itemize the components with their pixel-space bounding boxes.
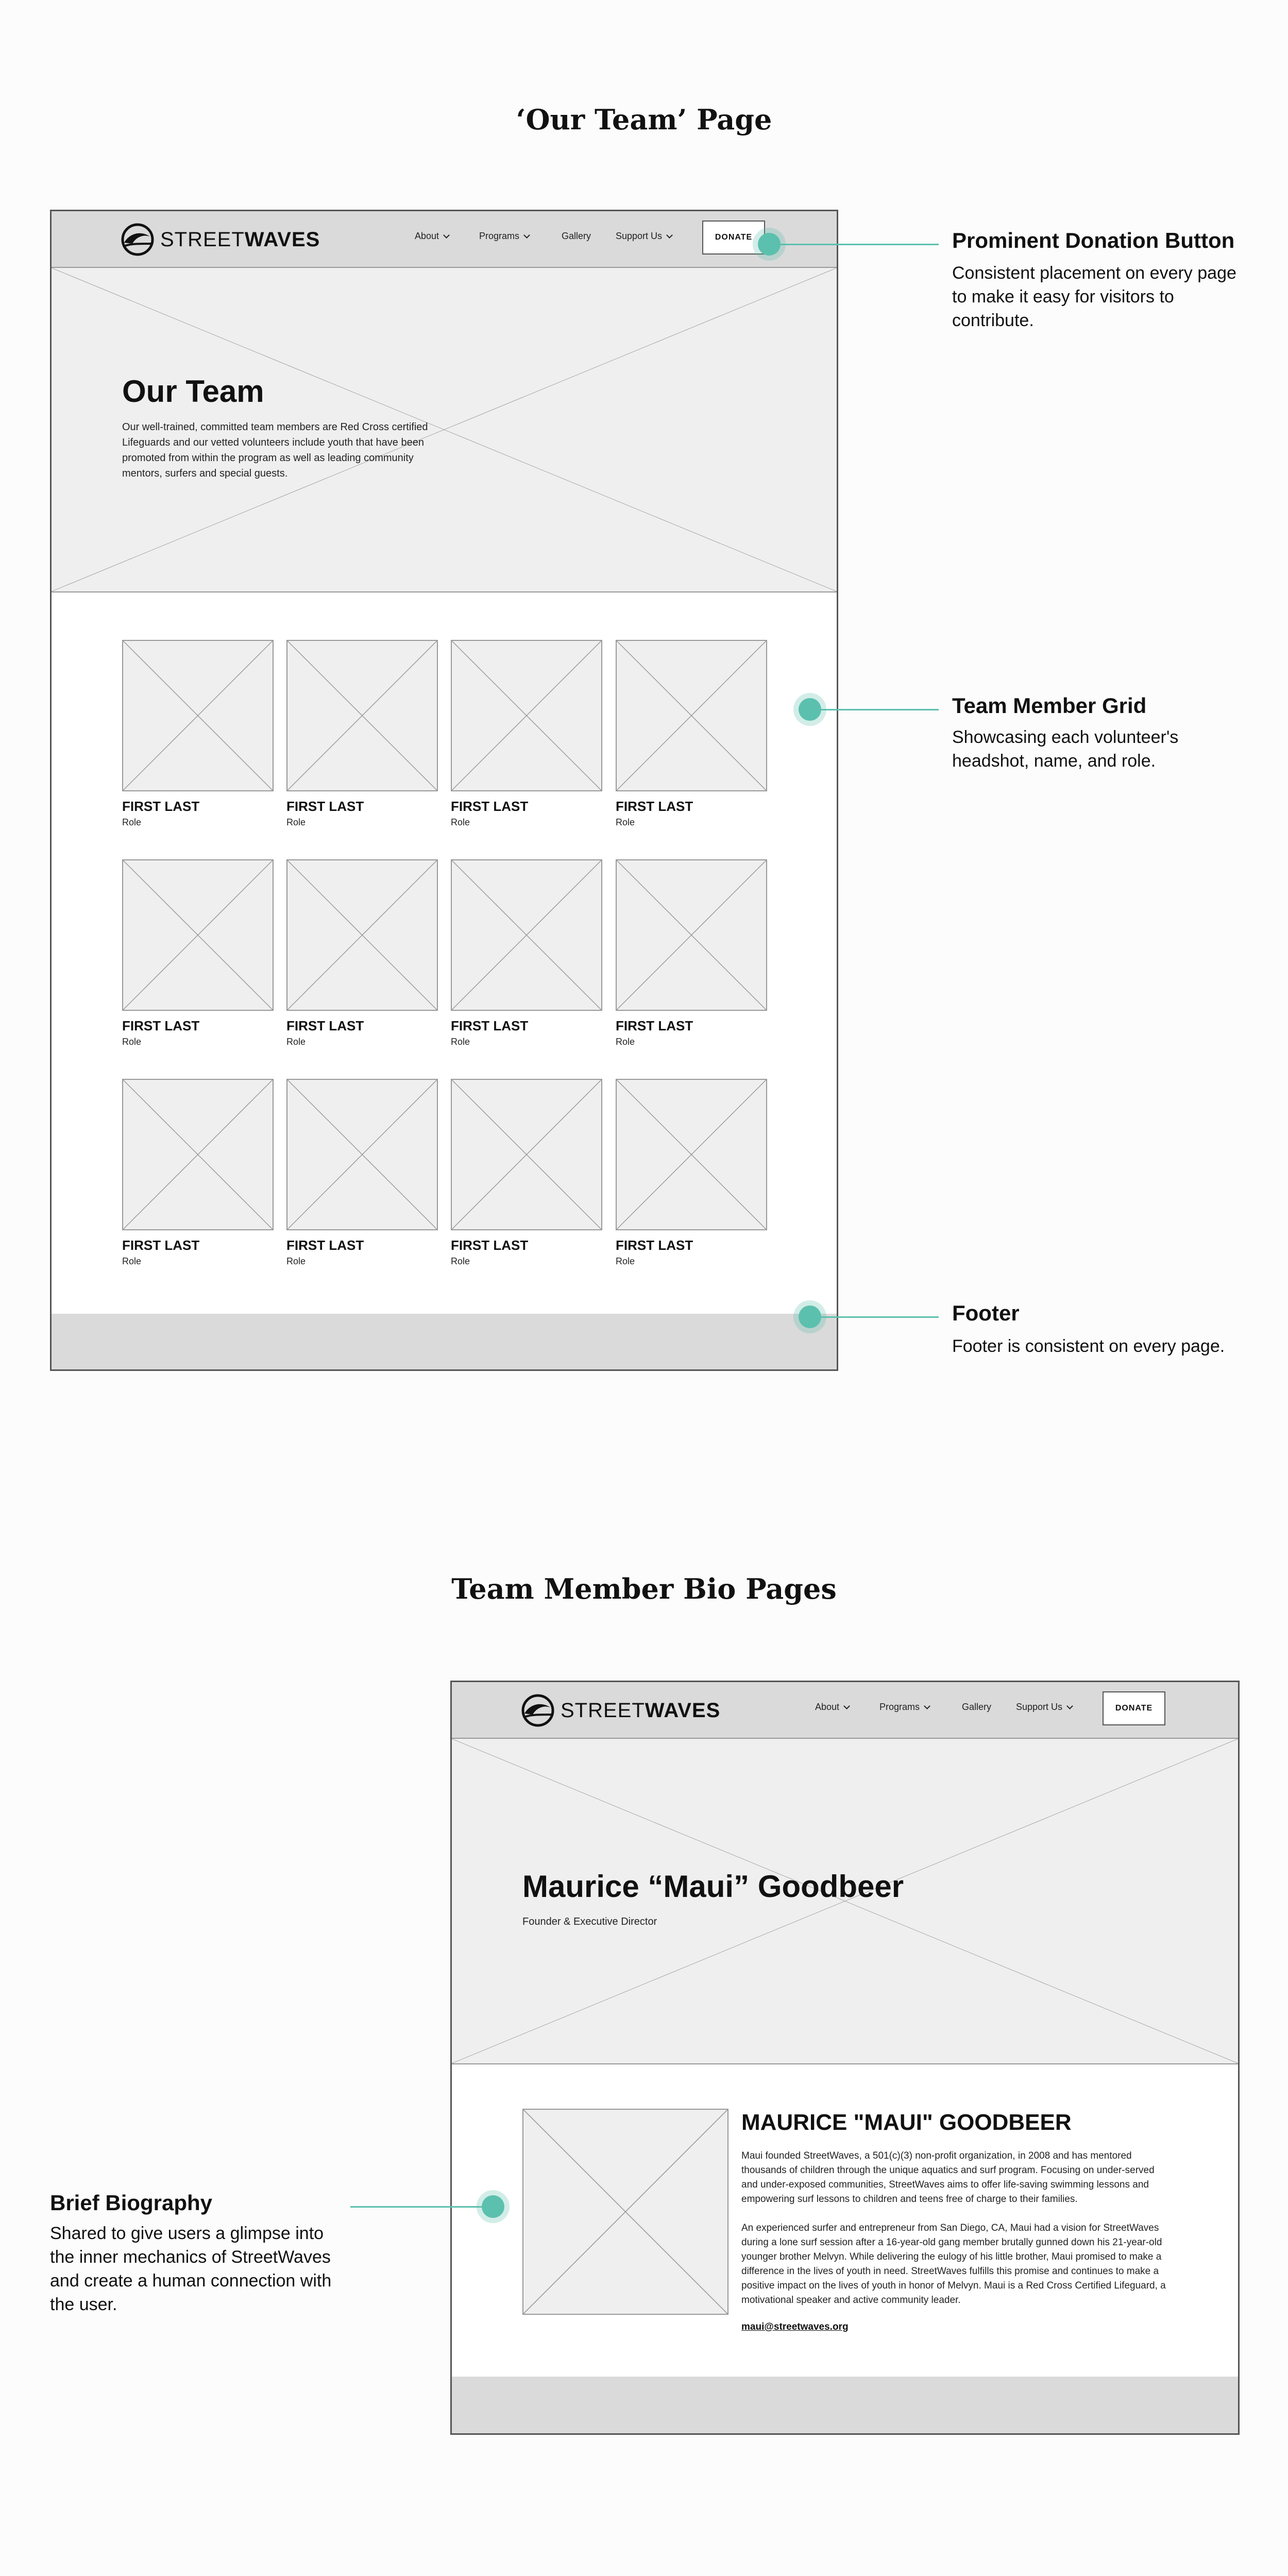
bio-email-link[interactable]: maui@streetwaves.org (741, 2321, 849, 2332)
image-placeholder-icon (287, 1080, 437, 1229)
member-headshot-placeholder[interactable] (451, 1079, 602, 1230)
member-role: Role (286, 817, 306, 827)
member-role: Role (616, 1256, 635, 1266)
wave-logo-icon (121, 223, 154, 256)
donate-button[interactable]: DONATE (1103, 1691, 1165, 1725)
member-name: FIRST LAST (122, 1018, 200, 1033)
bio-annotation-text: Shared to give users a glimpse into the inner mechanics of StreetWaves and create a human connection with the user. (50, 2224, 332, 2314)
nav-programs[interactable]: Programs (479, 231, 529, 242)
footer-annotation-line (819, 1316, 939, 1318)
nav-about[interactable]: About (815, 1702, 849, 1713)
chevron-down-icon (924, 1703, 930, 1709)
footer-annotation-text: Footer is consistent on every page. (952, 1336, 1225, 1356)
image-placeholder-icon (123, 641, 273, 790)
member-headshot-placeholder[interactable] (286, 1079, 438, 1230)
donation-annotation-title: Prominent Donation Button (952, 228, 1235, 252)
image-placeholder-icon (523, 2110, 727, 2314)
hero-banner (52, 268, 837, 592)
image-placeholder-icon (452, 1080, 601, 1229)
bio-pages-section-title: Team Member Bio Pages (451, 1572, 837, 1605)
nav-support-us[interactable]: Support Us (1016, 1702, 1072, 1713)
member-name: FIRST LAST (616, 1018, 693, 1033)
member-name: FIRST LAST (616, 1238, 693, 1253)
donation-annotation-text: Consistent placement on every page to make it easy for visitors to contribute. (952, 263, 1236, 330)
member-name: FIRST LAST (451, 1018, 529, 1033)
grid-annotation-text: Showcasing each volunteer's headshot, name, and role. (952, 727, 1179, 771)
chevron-down-icon (443, 232, 450, 239)
page-title: Maurice “Maui” Goodbeer (522, 1869, 904, 1904)
chevron-down-icon (843, 1703, 850, 1709)
donation-annotation-marker (758, 233, 781, 256)
image-placeholder-icon (287, 641, 437, 790)
footer-annotation-marker (799, 1306, 821, 1328)
bio-annotation-title: Brief Biography (50, 2191, 213, 2215)
nav-about[interactable]: About (415, 231, 449, 242)
bio-paragraph-1: Maui founded StreetWaves, a 501(c)(3) non-profit organization, in 2008 and has mentored thousands of children through the unique aquatics and surf program. Focusing on under-served and under-exposed communities, StreetWaves aims to offer life-saving swimming lessons and empowering surf lessons to children and teens free of charge to their families. (741, 2150, 1155, 2205)
nav-programs[interactable]: Programs (879, 1702, 929, 1713)
image-placeholder-icon (617, 641, 766, 790)
image-placeholder-icon (452, 860, 601, 1010)
footer-annotation-title: Footer (952, 1301, 1020, 1325)
page-title: Our Team (122, 374, 264, 409)
team-page-wireframe (50, 210, 838, 1371)
image-placeholder-icon (617, 1080, 766, 1229)
member-headshot-placeholder[interactable] (616, 859, 767, 1011)
member-headshot-placeholder[interactable] (122, 859, 274, 1011)
footer (52, 1314, 837, 1369)
bio-annotation-line (350, 2206, 483, 2208)
streetwaves-logo[interactable] (121, 223, 320, 257)
member-role: Role (451, 817, 470, 827)
member-role: Role (286, 1256, 306, 1266)
nav-gallery[interactable]: Gallery (562, 231, 591, 241)
logo-wordmark: STREETWAVES (160, 228, 320, 251)
nav-support-us[interactable]: Support Us (616, 231, 672, 242)
hero-subtitle: Founder & Executive Director (522, 1916, 657, 1927)
member-role: Role (616, 817, 635, 827)
member-role: Role (286, 1037, 306, 1047)
chevron-down-icon (1066, 1703, 1073, 1709)
member-name: FIRST LAST (451, 1238, 529, 1253)
member-role: Role (616, 1037, 635, 1047)
member-headshot-placeholder[interactable] (616, 640, 767, 791)
bio-annotation-marker (482, 2195, 504, 2218)
member-name: FIRST LAST (122, 1238, 200, 1253)
nav-bar (52, 211, 837, 268)
hero-description: Our well-trained, committed team members are Red Cross certified Lifeguards and our vetted volunteers include youth that have been promoted from within the program as well as leading community mentors, surfers and special guests. (122, 421, 428, 479)
member-name: FIRST LAST (451, 799, 529, 814)
streetwaves-logo[interactable] (521, 1693, 720, 1727)
grid-annotation-line (819, 709, 939, 710)
image-placeholder-icon (123, 1080, 273, 1229)
member-name: FIRST LAST (616, 799, 693, 814)
member-headshot-placeholder[interactable] (451, 859, 602, 1011)
member-headshot-placeholder[interactable] (122, 1079, 274, 1230)
member-name: FIRST LAST (286, 1018, 364, 1033)
bio-page-wireframe (450, 1681, 1240, 2435)
member-headshot-placeholder[interactable] (122, 640, 274, 791)
member-headshot-placeholder[interactable] (286, 640, 438, 791)
footer (452, 2377, 1238, 2433)
member-headshot-placeholder[interactable] (451, 640, 602, 791)
bio-heading: MAURICE "MAUI" GOODBEER (741, 2110, 1072, 2135)
headshot-placeholder (522, 2109, 728, 2315)
member-role: Role (122, 1037, 142, 1047)
donate-button[interactable]: DONATE (702, 221, 765, 255)
nav-gallery[interactable]: Gallery (962, 1702, 992, 1712)
image-placeholder-icon (287, 860, 437, 1010)
grid-annotation-title: Team Member Grid (952, 693, 1147, 718)
team-page-section-title: ‘Our Team’ Page (516, 103, 772, 136)
image-placeholder-icon (617, 860, 766, 1010)
chevron-down-icon (666, 232, 673, 239)
member-role: Role (122, 817, 142, 827)
member-role: Role (122, 1256, 142, 1266)
hero-banner (452, 1739, 1238, 2064)
donation-annotation-line (778, 244, 939, 245)
chevron-down-icon (523, 232, 530, 239)
member-role: Role (451, 1037, 470, 1047)
logo-wordmark: STREETWAVES (561, 1699, 721, 1722)
member-role: Role (451, 1256, 470, 1266)
grid-annotation-marker (799, 698, 821, 721)
member-name: FIRST LAST (122, 799, 200, 814)
image-placeholder-icon (452, 641, 601, 790)
member-name: FIRST LAST (286, 799, 364, 814)
wave-logo-icon (521, 1694, 554, 1727)
member-headshot-placeholder[interactable] (616, 1079, 767, 1230)
member-name: FIRST LAST (286, 1238, 364, 1253)
bio-paragraph-2: An experienced surfer and entrepreneur from San Diego, CA, Maui had a vision for StreetWaves during a lone surf session after a 16-year-old gang member brutally gunned down his 21-year-old younger brother Melvyn. While delivering the eulogy of his little brother, Maui promised to make a difference in the lives of youth in need. StreetWaves fulfills this promise and continues to make a positive impact on the lives of youth in honor of Melvyn. Maui is a Red Cross Certified Lifeguard, a motivational speaker and active community leader. (741, 2223, 1166, 2306)
member-headshot-placeholder[interactable] (286, 859, 438, 1011)
image-placeholder-icon (123, 860, 273, 1010)
nav-bar (452, 1682, 1238, 1739)
